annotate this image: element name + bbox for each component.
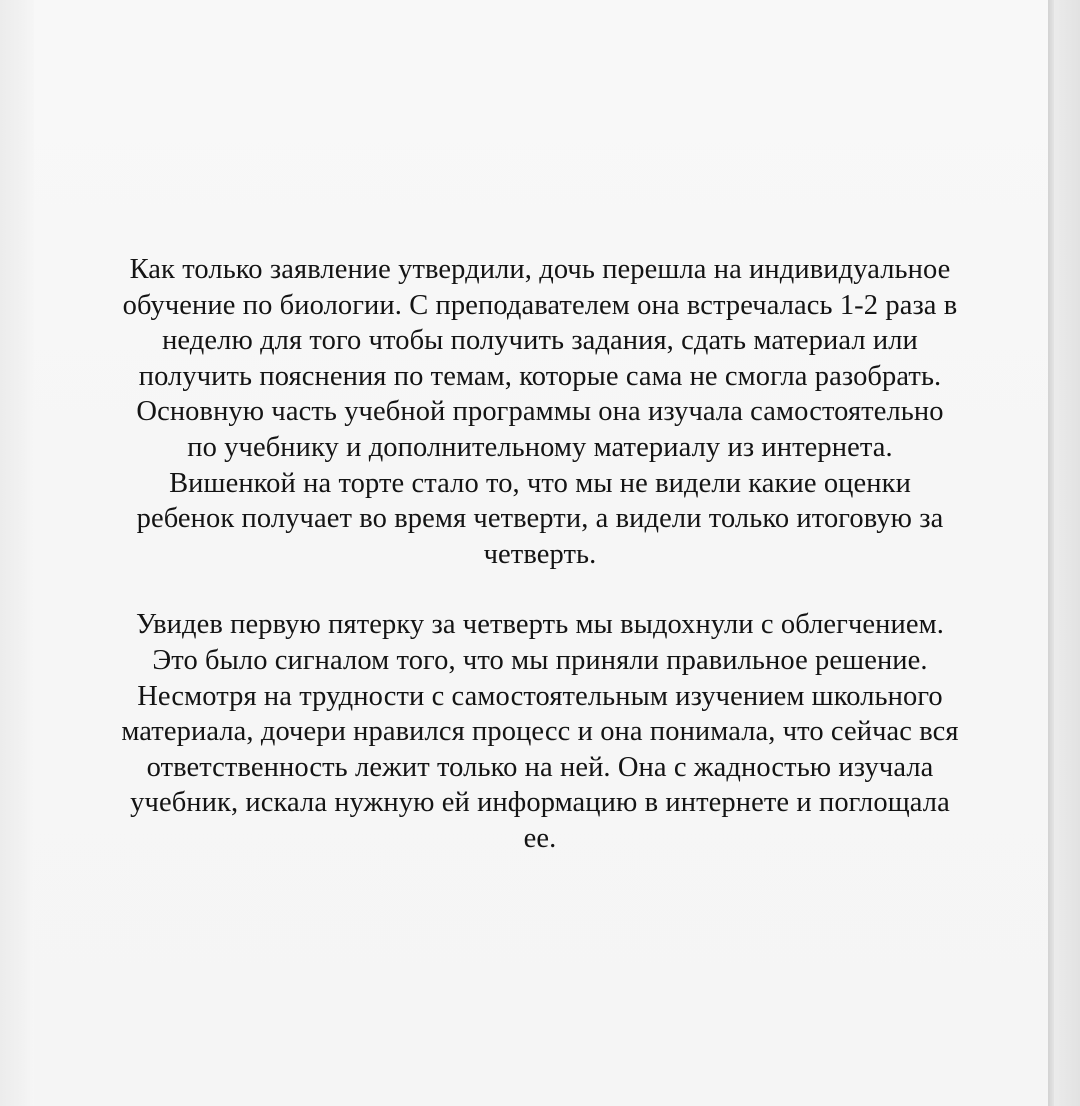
background-right-margin bbox=[1054, 0, 1080, 1106]
background-left-margin bbox=[0, 0, 34, 1106]
text-line: Увидев первую пятерку за четверть мы выдохнули с облегчением. bbox=[136, 609, 944, 641]
text-line: неделю для того чтобы получить задания, сдать материал или bbox=[162, 325, 918, 357]
paragraph-1 bbox=[40, 252, 1040, 572]
text-line: учебник, искала нужную ей информацию в интернете и поглощала bbox=[130, 787, 950, 819]
text-line: Это было сигналом того, что мы приняли правильное решение. bbox=[152, 644, 928, 676]
text-line: ответственность лежит только на ней. Она с жадностью изучала bbox=[146, 751, 934, 783]
text-line: Несмотря на трудности с самостоятельным изучением школьного bbox=[137, 680, 943, 712]
story-text bbox=[40, 252, 1040, 857]
text-line: ребенок получает во время четверти, а видели только итоговую за bbox=[136, 503, 944, 535]
text-line: четверть. bbox=[483, 538, 597, 570]
text-line: Основную часть учебной программы она изучала самостоятельно bbox=[136, 396, 944, 428]
paragraph-2 bbox=[40, 607, 1040, 856]
text-line: материала, дочери нравился процесс и она понимала, что сейчас вся bbox=[121, 716, 959, 748]
text-line: ее. bbox=[523, 822, 557, 854]
text-line: по учебнику и дополнительному материалу из интернета. bbox=[187, 431, 893, 463]
text-line: обучение по биологии. С преподавателем она встречалась 1-2 раза в bbox=[122, 289, 958, 321]
text-line: Как только заявление утвердили, дочь перешла на индивидуальное bbox=[129, 254, 951, 285]
text-line: получить пояснения по темам, которые сама не смогла разобрать. bbox=[138, 360, 942, 392]
text-line: Вишенкой на торте стало то, что мы не видели какие оценки bbox=[169, 467, 911, 499]
